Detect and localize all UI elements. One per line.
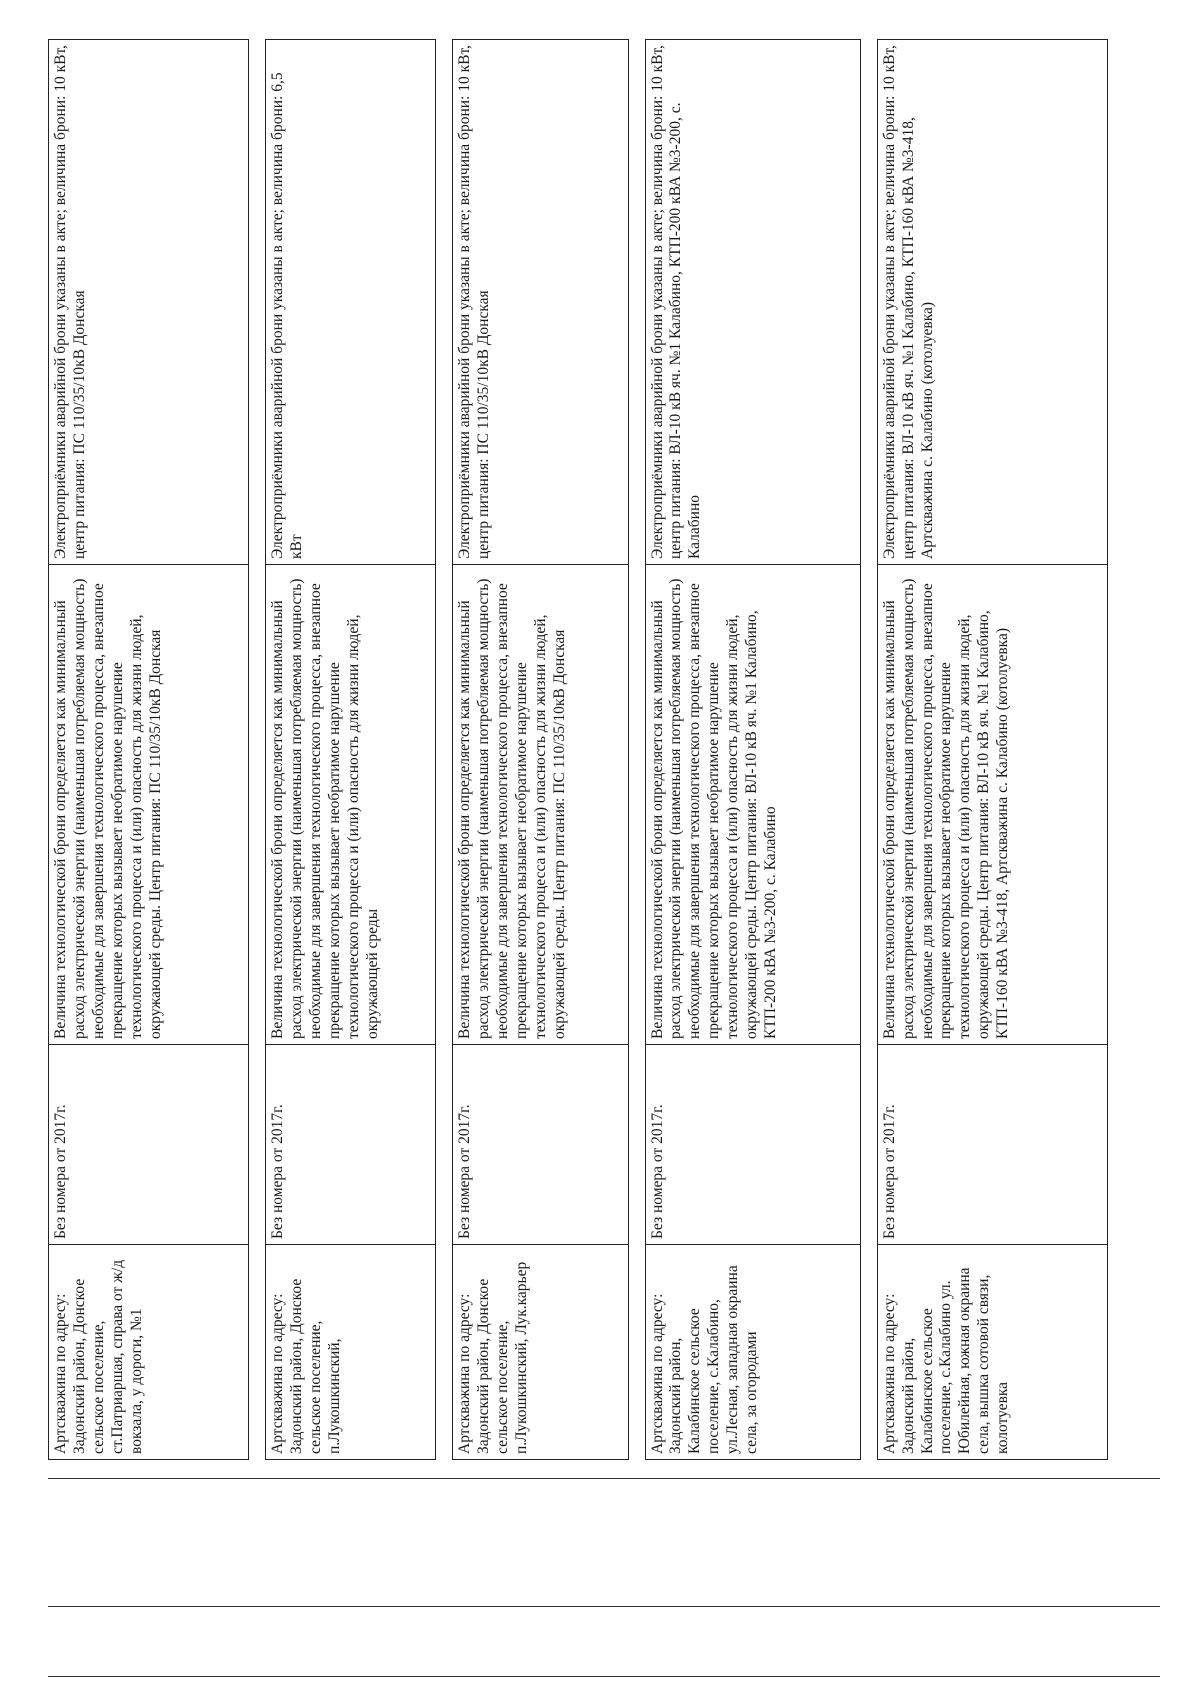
table-row [49,40,249,1460]
tech-reserve-cell: Величина технологической брони определяется как минимальный расход электрической энергии (наименьшая потребляемая мощность) необходимые для завершения технологического процесса, внезапное прекращение которых вызывает необратимое нарушение технологического процесса и (или) опасность для жизни людей, окружающей среды. Центр питания: ПС 110/35/10кВ Донская [49,565,249,1045]
act-cell: Без номера от 2017г. [877,1045,1107,1245]
act-cell: Без номера от 2017г. [266,1045,436,1245]
emergency-reserve-cell: Электроприёмники аварийной брони указаны в акте; величина брони: 6,5 кВт [266,40,436,565]
row-spacer [860,40,877,1460]
divider-line [48,1606,1160,1607]
table-row [877,40,1107,1460]
address-cell: Артскважина по адресу: Задонский район, Калабинское сельское поселение, с.Калабино, ул.Лесная, западная окраина села, за огородами [645,1245,860,1460]
rotated-table-wrapper [48,40,1108,1460]
emergency-reserve-cell: Электроприёмники аварийной брони указаны в акте; величина брони: 10 кВт, центр питания: ПС 110/35/10кВ Донская [49,40,249,565]
address-cell: Артскважина по адресу: Задонский район, Донское сельское поселение, ст.Патриаршая, справа от ж/д вокзала, у дороги, №1 [49,1245,249,1460]
address-cell: Артскважина по адресу: Задонский район, Калабинское сельское поселение, с.Калабино ул. Юбилейная, южная окраина села, вышка сотовой связи, колотуевка [877,1245,1107,1460]
row-spacer [249,40,266,1460]
emergency-reserve-cell: Электроприёмники аварийной брони указаны в акте; величина брони: 10 кВт, центр питания: ВЛ-10 кВ яч. №1 Калабино, КТП-160 кВА №3-418, Артскважина с. Калабино (котолуевка) [877,40,1107,565]
tech-reserve-cell: Величина технологической брони определяется как минимальный расход электрической энергии (наименьшая потребляемая мощность) необходимые для завершения технологического процесса, внезапное прекращение которых вызывает необратимое нарушение технологического процесса и (или) опасность для жизни людей, окружающей среды [266,565,436,1045]
emergency-reserve-cell: Электроприёмники аварийной брони указаны в акте; величина брони: 10 кВт, центр питания: ПС 110/35/10кВ Донская [453,40,628,565]
tech-reserve-cell: Величина технологической брони определяется как минимальный расход электрической энергии (наименьшая потребляемая мощность) необходимые для завершения технологического процесса, внезапное прекращение которых вызывает необратимое нарушение технологического процесса и (или) опасность для жизни людей, окружающей среды. Центр питания: ПС 110/35/10кВ Донская [453,565,628,1045]
tech-reserve-cell: Величина технологической брони определяется как минимальный расход электрической энергии (наименьшая потребляемая мощность) необходимые для завершения технологического процесса, внезапное прекращение которых вызывает необратимое нарушение технологического процесса и (или) опасность для жизни людей, окружающей среды. Центр питания: ВЛ-10 кВ яч. №1 Калабино, КТП-200 кВА №3-200, с. Калабино [645,565,860,1045]
address-cell: Артскважина по адресу: Задонский район, Донское сельское поселение, п.Лукошкинский, Лук.карьер [453,1245,628,1460]
table-row [266,40,436,1460]
row-spacer [628,40,645,1460]
reserve-table [48,39,1108,1460]
emergency-reserve-cell: Электроприёмники аварийной брони указаны в акте; величина брони: 10 кВт, центр питания: ВЛ-10 кВ яч. №1 Калабино, КТП-200 кВА №3-200, с. Калабино [645,40,860,565]
divider-line [48,1676,1160,1677]
act-cell: Без номера от 2017г. [49,1045,249,1245]
rotated-table-inner [48,40,1108,1460]
divider-line [48,1478,1160,1479]
row-spacer [436,40,453,1460]
act-cell: Без номера от 2017г. [453,1045,628,1245]
tech-reserve-cell: Величина технологической брони определяется как минимальный расход электрической энергии (наименьшая потребляемая мощность) необходимые для завершения технологического процесса, внезапное прекращение которых вызывает необратимое нарушение технологического процесса и (или) опасность для жизни людей, окружающей среды. Центр питания: ВЛ-10 кВ яч. №1 Калабино, КТП-160 кВА №3-418, Артскважина с. Калабино (котолуевка) [877,565,1107,1045]
act-cell: Без номера от 2017г. [645,1045,860,1245]
table-row [453,40,628,1460]
table-row [645,40,860,1460]
address-cell: Артскважина по адресу: Задонский район, Донское сельское поселение, п.Лукошкинский, [266,1245,436,1460]
